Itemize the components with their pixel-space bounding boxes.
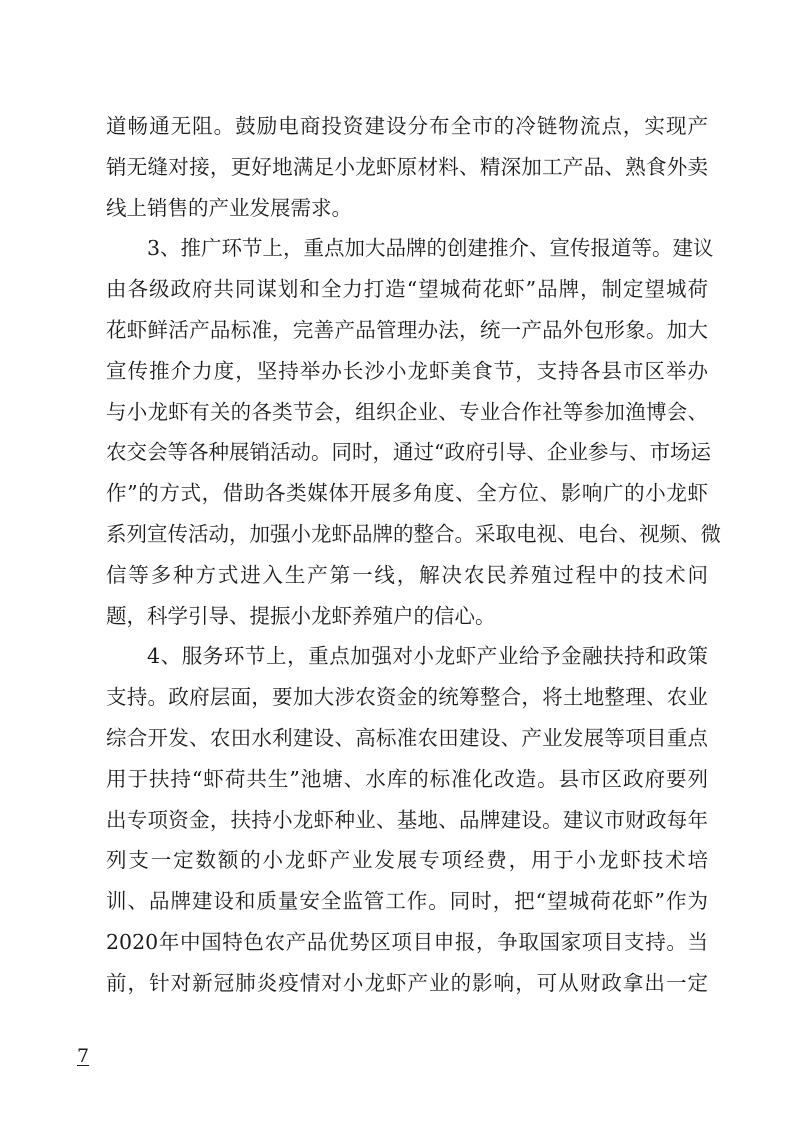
text-line: 题，科学引导、提振小龙虾养殖户的信心。 — [106, 603, 496, 628]
paragraph-continued — [106, 106, 708, 228]
text-line: 训、品牌建设和质量安全监管工作。同时，把“望城荷花虾”作为 — [106, 889, 708, 914]
text-line: 4、服务环节上，重点加强对小龙虾产业给予金融扶持和政策 — [147, 644, 708, 669]
text-line: 宣传推介力度，坚持举办长沙小龙虾美食节，支持各县市区举办 — [106, 358, 708, 383]
text-line: 系列宣传活动，加强小龙虾品牌的整合。采取电视、电台、视频、微 — [106, 521, 721, 546]
text-line: 由各级政府共同谋划和全力打造“望城荷花虾”品牌，制定望城荷 — [106, 277, 708, 302]
text-line: 道畅通无阻。鼓励电商投资建设分布全市的冷链物流点，实现产 — [106, 114, 708, 138]
text-line: 与小龙虾有关的各类节会，组织企业、专业合作社等参加渔博会、 — [106, 399, 708, 424]
text-line: 列支一定数额的小龙虾产业发展专项经费，用于小龙虾技术培 — [106, 848, 708, 873]
text-line: 用于扶持“虾荷共生”池塘、水库的标准化改造。县市区政府要列 — [106, 766, 708, 791]
text-line: 作”的方式，借助各类媒体开展多角度、全方位、影响广的小龙虾 — [106, 481, 708, 506]
text-line: 3、推广环节上，重点加大品牌的创建推介、宣传报道等。建议 — [147, 236, 714, 261]
text-line: 出专项资金，扶持小龙虾种业、基地、品牌建设。建议市财政每年 — [106, 807, 708, 832]
paragraph-service — [106, 636, 708, 1003]
page-number: 7 — [77, 1045, 90, 1067]
text-line: 综合开发、农田水利建设、高标准农田建设、产业发展等项目重点 — [106, 725, 708, 750]
text-line: 前，针对新冠肺炎疫情对小龙虾产业的影响，可从财政拿出一定 — [106, 970, 708, 995]
text-line: 花虾鲜活产品标准，完善产品管理办法，统一产品外包形象。加大 — [106, 317, 708, 342]
text-line: 农交会等各种展销活动。同时，通过“政府引导、企业参与、市场运 — [106, 440, 711, 465]
body-text — [106, 106, 721, 1004]
text-line: 信等多种方式进入生产第一线，解决农民养殖过程中的技术问 — [106, 562, 708, 587]
paragraph-promotion — [106, 228, 721, 636]
text-line: 销无缝对接，更好地满足小龙虾原材料、精深加工产品、熟食外卖 — [106, 154, 708, 179]
text-line: 线上销售的产业发展需求。 — [106, 195, 352, 220]
text-line: 支持。政府层面，要加大涉农资金的统筹整合，将土地整理、农业 — [106, 685, 708, 710]
text-line: 2020年中国特色农产品优势区项目申报，争取国家项目支持。当 — [106, 929, 708, 954]
